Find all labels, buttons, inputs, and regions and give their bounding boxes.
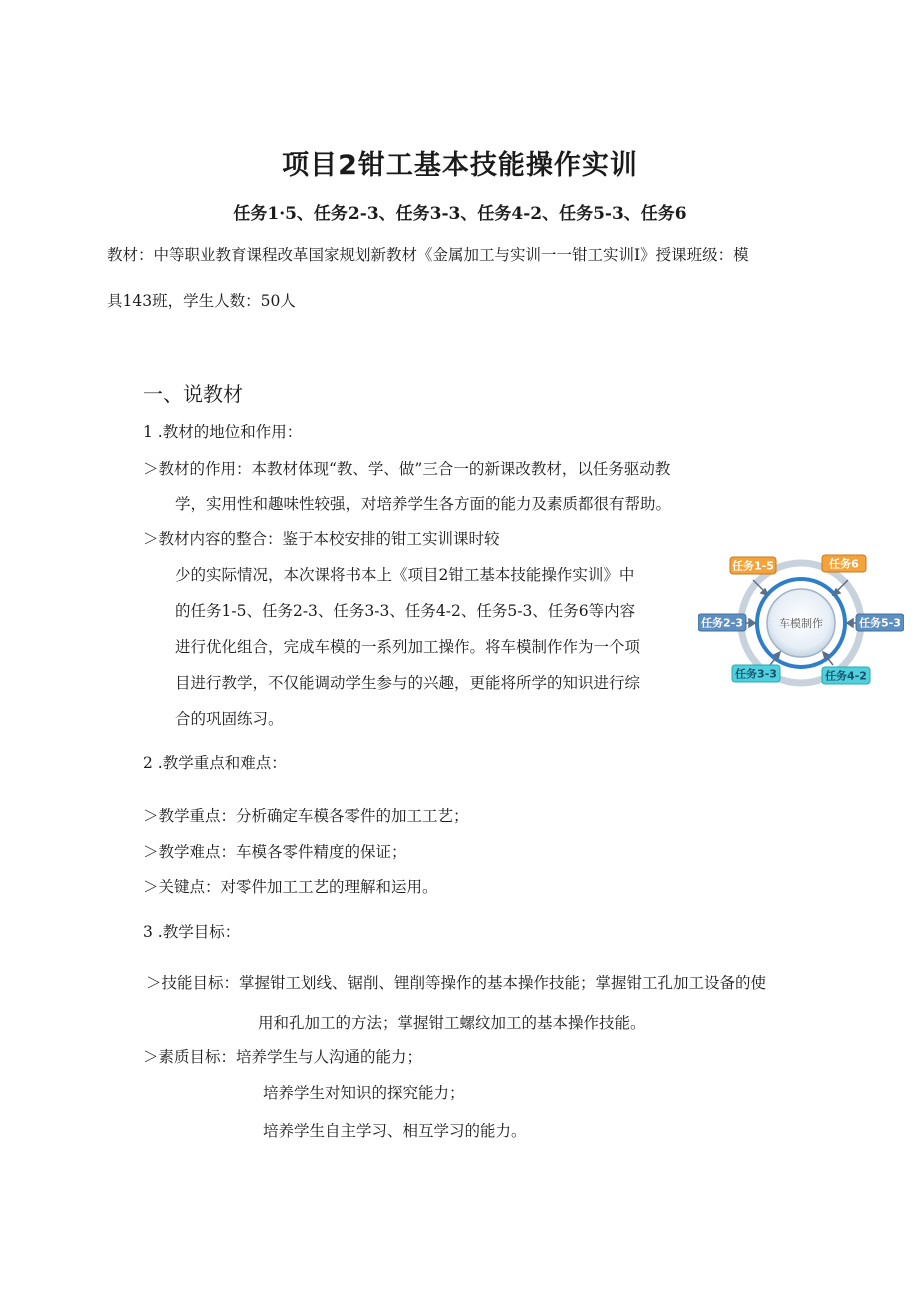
integration-line-1: ＞教材内容的整合：鉴于本校安排的钳工实训课时较 bbox=[143, 530, 500, 548]
svg-text:任务6: 任务6 bbox=[829, 557, 859, 571]
task-cycle-diagram bbox=[698, 545, 904, 697]
section-heading-materials: 一、说教材 bbox=[143, 382, 243, 406]
materials-line-1: 教材：中等职业教育课程改革国家规划新教材《金属加工与实训一一钳工实训I》授课班级：模 bbox=[107, 246, 749, 264]
center-label: 车模制作 bbox=[779, 617, 823, 630]
quality-goal-line-1: ＞素质目标：培养学生与人沟通的能力； bbox=[143, 1048, 423, 1066]
task-label-6 bbox=[822, 667, 870, 684]
materials-line-2: 具143班，学生人数：50人 bbox=[107, 292, 296, 310]
role-line-1: ＞教材的作用：本教材体现“教、学、做”三合一的新课改教材，以任务驱动教 bbox=[143, 460, 671, 478]
integration-line-3: 的任务1-5、任务2-3、任务3-3、任务4-2、任务5-3、任务6等内容 bbox=[175, 602, 636, 620]
key-point-3: ＞关键点：对零件加工工艺的理解和运用。 bbox=[143, 878, 438, 896]
role-line-2: 学，实用性和趣味性较强，对培养学生各方面的能力及素质都很有帮助。 bbox=[175, 495, 672, 513]
integration-line-6: 合的巩固练习。 bbox=[175, 710, 284, 728]
svg-text:任务2-3: 任务2-3 bbox=[701, 616, 743, 630]
task-label-5 bbox=[732, 665, 780, 682]
integration-line-5: 目进行教学，不仅能调动学生参与的兴趣，更能将所学的知识进行综 bbox=[175, 674, 641, 692]
skill-goal-line-2: 用和孔加工的方法；掌握钳工螺纹加工的基本操作技能。 bbox=[258, 1014, 646, 1032]
integration-line-2: 少的实际情况，本次课将书本上《项目2钳工基本技能操作实训》中 bbox=[175, 566, 635, 584]
item-heading-3: 3 .教学目标： bbox=[143, 923, 241, 941]
integration-line-4: 进行优化组合，完成车模的一系列加工操作。将车模制作作为一个项 bbox=[175, 638, 641, 656]
key-point-2: ＞教学难点：车模各零件精度的保证； bbox=[143, 843, 407, 861]
skill-goal-line-1: ＞技能目标：掌握钳工划线、锯削、锂削等操作的基本操作技能；掌握钳工孔加工设备的使 bbox=[146, 974, 767, 992]
arrow-head-icon bbox=[749, 619, 755, 627]
key-point-1: ＞教学重点：分析确定车模各零件的加工工艺； bbox=[143, 807, 469, 825]
quality-goal-line-3: 培养学生自主学习、相互学习的能力。 bbox=[263, 1122, 527, 1140]
task-label-2 bbox=[822, 555, 866, 572]
svg-text:任务3-3: 任务3-3 bbox=[735, 667, 777, 681]
arrow-head-icon bbox=[847, 619, 853, 627]
quality-goal-line-2: 培养学生对知识的探究能力； bbox=[263, 1084, 465, 1102]
task-label-4 bbox=[856, 614, 904, 631]
task-label-3 bbox=[698, 614, 746, 631]
subtitle-task-list: 任务1·5、任务2-3、任务3-3、任务4-2、任务5-3、任务6 bbox=[233, 204, 687, 224]
item-heading-2: 2 .教学重点和难点： bbox=[143, 754, 287, 772]
svg-text:任务4-2: 任务4-2 bbox=[825, 669, 867, 683]
item-heading-1: 1 .教材的地位和作用： bbox=[143, 423, 303, 441]
page-title: 项目2钳工基本技能操作实训 bbox=[282, 150, 638, 181]
svg-text:任务5-3: 任务5-3 bbox=[859, 616, 901, 630]
task-label-1 bbox=[730, 557, 776, 574]
svg-text:任务1-5: 任务1-5 bbox=[732, 559, 774, 573]
